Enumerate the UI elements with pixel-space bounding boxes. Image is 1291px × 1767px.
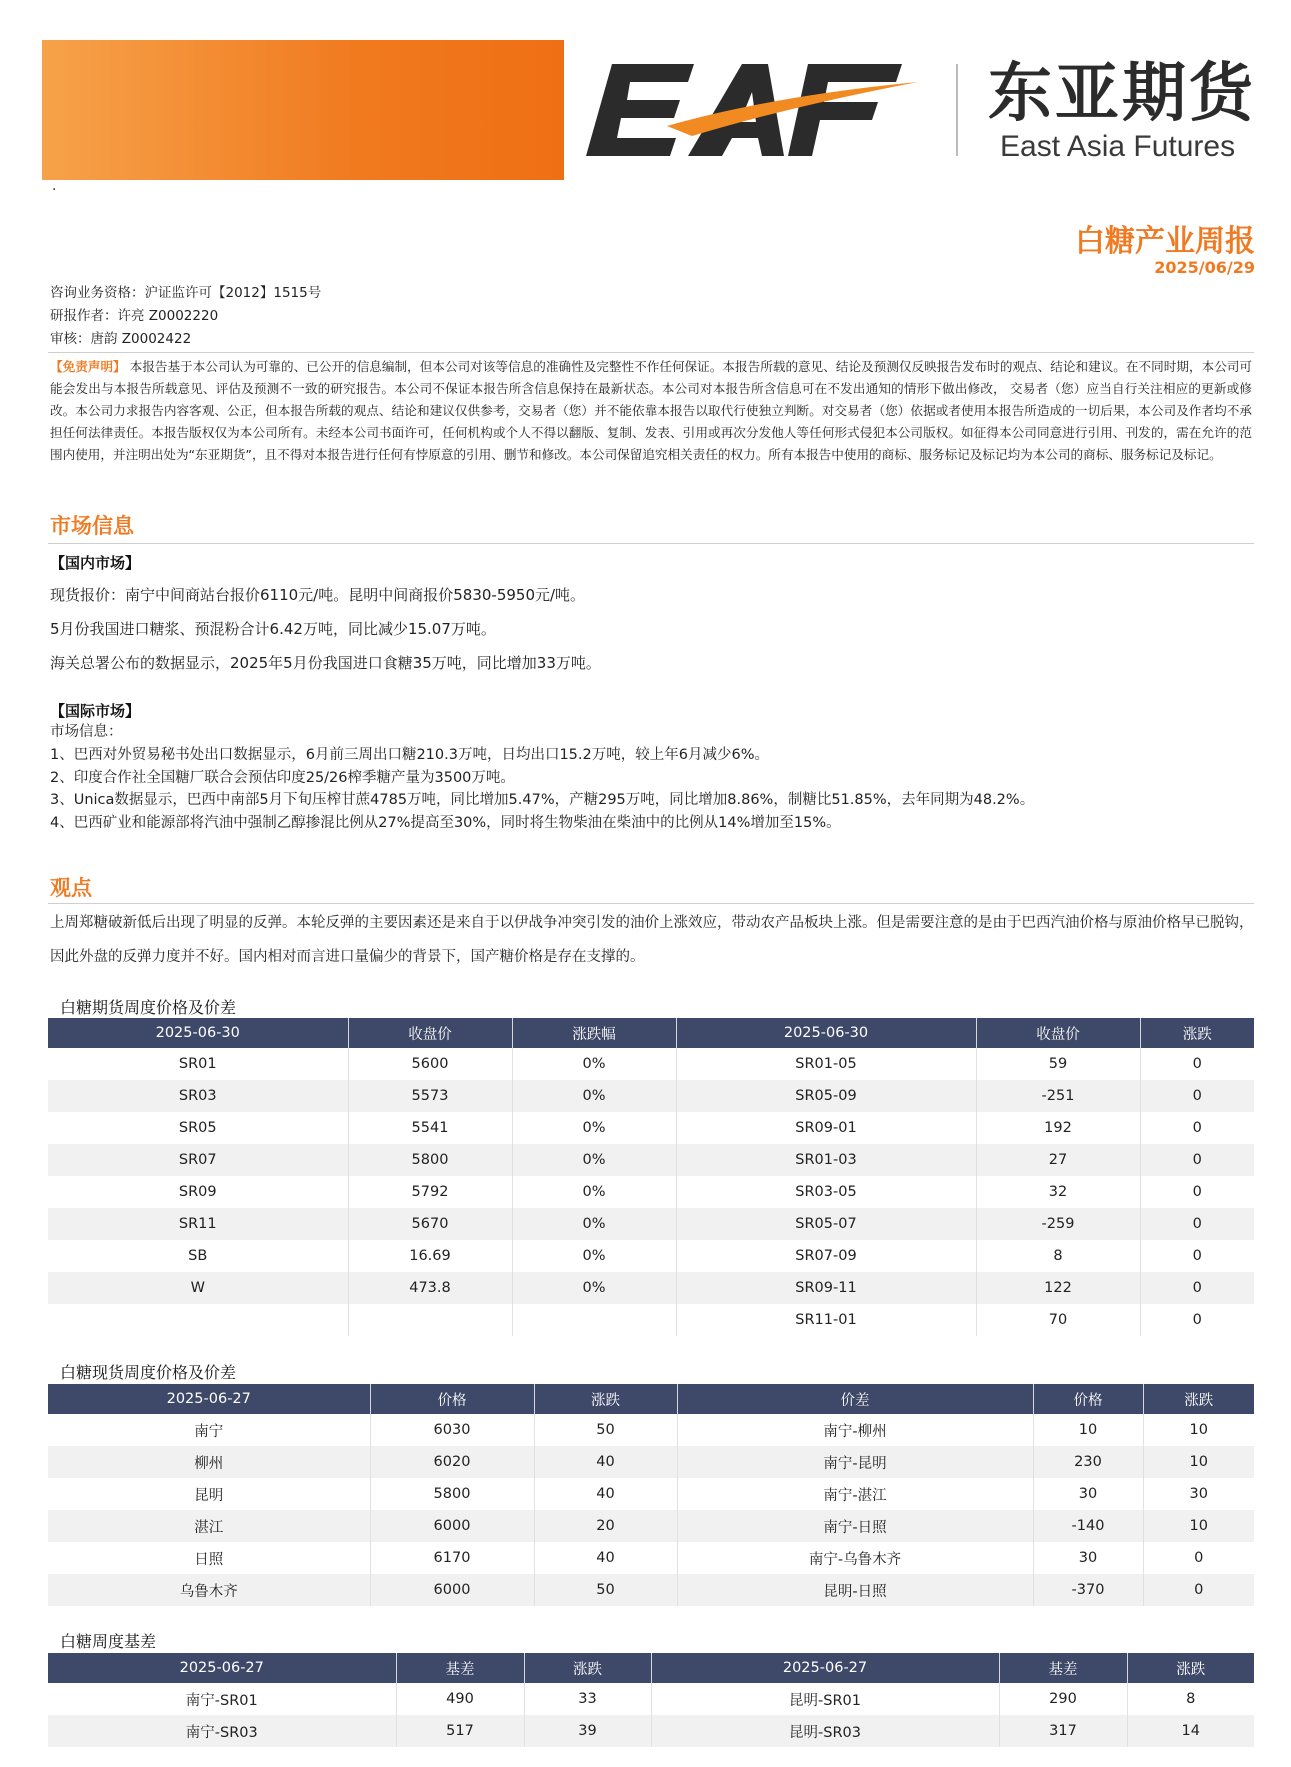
table-cell: 5573: [348, 1080, 512, 1112]
table-cell: 南宁-SR03: [48, 1715, 396, 1747]
table-cell: 517: [396, 1715, 524, 1747]
table-cell: 昆明-SR03: [651, 1715, 999, 1747]
disclaimer: [50, 356, 1252, 466]
table-cell: 0%: [512, 1176, 676, 1208]
table-cell: 0%: [512, 1144, 676, 1176]
table-cell: SR03-05: [676, 1176, 976, 1208]
report-title: 白糖产业周报: [1075, 224, 1255, 259]
table-cell: 290: [999, 1683, 1127, 1715]
table-header-row: [48, 1018, 1254, 1048]
column-header: 基差: [999, 1653, 1127, 1683]
table-cell: 南宁-日照: [677, 1510, 1033, 1542]
table-row: [48, 1112, 1254, 1144]
table-row: [48, 1144, 1254, 1176]
table-cell: 昆明-SR01: [651, 1683, 999, 1715]
table-cell: 5800: [370, 1478, 534, 1510]
disclaimer-tag: 【免责声明】: [50, 359, 126, 374]
table-cell: SR09-11: [676, 1272, 976, 1304]
table-cell: 50: [534, 1574, 677, 1606]
eaf-logo-icon: [572, 60, 922, 160]
column-header: 2025-06-27: [651, 1653, 999, 1683]
table-cell: 490: [396, 1683, 524, 1715]
table-cell: 40: [534, 1542, 677, 1574]
table-cell: 40: [534, 1478, 677, 1510]
table-cell: 南宁-SR01: [48, 1683, 396, 1715]
table-cell: 南宁-昆明: [677, 1446, 1033, 1478]
disclaimer-top-rule: [48, 352, 1254, 353]
table-cell: 30: [1033, 1478, 1143, 1510]
table-cell: 50: [534, 1414, 677, 1446]
column-header: 涨跌: [1140, 1018, 1254, 1048]
table-row: [48, 1715, 1254, 1747]
table-cell: 0: [1140, 1272, 1254, 1304]
table-cell: 122: [976, 1272, 1140, 1304]
table-cell: SR03: [48, 1080, 348, 1112]
table-cell: 16.69: [348, 1240, 512, 1272]
table-cell: 27: [976, 1144, 1140, 1176]
column-header: 价差: [677, 1384, 1033, 1414]
table-cell: 南宁-柳州: [677, 1414, 1033, 1446]
table-cell: 6030: [370, 1414, 534, 1446]
table-row: [48, 1574, 1254, 1606]
column-header: 收盘价: [348, 1018, 512, 1048]
futures-table-title: 白糖期货周度价格及价差: [60, 998, 237, 1017]
column-header: 涨跌幅: [512, 1018, 676, 1048]
table-cell: 5670: [348, 1208, 512, 1240]
logo-divider: [956, 64, 958, 156]
intl-market-heading: 【国际市场】: [50, 702, 141, 720]
column-header: 涨跌: [524, 1653, 651, 1683]
table-cell: 0: [1140, 1112, 1254, 1144]
table-cell: 0: [1140, 1208, 1254, 1240]
table-cell: SR09: [48, 1176, 348, 1208]
table-cell: SR11-01: [676, 1304, 976, 1336]
table-cell: 昆明: [48, 1478, 370, 1510]
table-cell: 6000: [370, 1574, 534, 1606]
brand-name-en: East Asia Futures: [1000, 130, 1236, 163]
column-header: 价格: [1033, 1384, 1143, 1414]
license-line: 咨询业务资格：沪证监许可【2012】1515号: [50, 285, 322, 301]
table-cell: 5600: [348, 1048, 512, 1080]
domestic-line: 海关总署公布的数据显示，2025年5月份我国进口食糖35万吨，同比增加33万吨。: [50, 654, 601, 672]
column-header: 基差: [396, 1653, 524, 1683]
view-paragraph: 上周郑糖破新低后出现了明显的反弹。本轮反弹的主要因素还是来自于以伊战争冲突引发的油价上涨效应，带动农产品板块上涨。但是需要注意的是由于巴西汽油价格与原油价格早已脱钩，因此外盘的反弹力度并不好。国内相对而言进口量偏少的背景下，国产糖价格是存在支撑的。: [50, 915, 1254, 965]
basis-table-title: 白糖周度基差: [60, 1632, 157, 1651]
section-rule-market: [48, 543, 1254, 544]
table-cell: 14: [1127, 1715, 1254, 1747]
table-header-row: [48, 1384, 1254, 1414]
intl-line: 1、巴西对外贸易秘书处出口数据显示，6月前三周出口糖210.3万吨，日均出口15.2万吨，较上年6月减少6%。: [50, 747, 769, 763]
table-row: [48, 1683, 1254, 1715]
table-cell: 0%: [512, 1080, 676, 1112]
table-cell: 10: [1143, 1414, 1254, 1446]
table-cell: 59: [976, 1048, 1140, 1080]
table-cell: -140: [1033, 1510, 1143, 1542]
table-cell: 8: [976, 1240, 1140, 1272]
column-header: 2025-06-27: [48, 1384, 370, 1414]
table-cell: SR07-09: [676, 1240, 976, 1272]
futures-table: [48, 1018, 1254, 1336]
author-line: 研报作者：许亮 Z0002220: [50, 308, 219, 324]
table-cell: W: [48, 1272, 348, 1304]
table-row: [48, 1446, 1254, 1478]
table-cell: 乌鲁木齐: [48, 1574, 370, 1606]
section-title-market: 市场信息: [50, 514, 134, 538]
table-cell: 10: [1143, 1510, 1254, 1542]
table-cell: SR07: [48, 1144, 348, 1176]
table-cell: 0: [1140, 1240, 1254, 1272]
table-cell: 0: [1140, 1176, 1254, 1208]
table-row: [48, 1510, 1254, 1542]
table-cell: [512, 1304, 676, 1336]
intl-subheading: 市场信息：: [50, 724, 123, 740]
table-cell: 0%: [512, 1112, 676, 1144]
report-date: 2025/06/29: [1154, 258, 1255, 277]
domestic-line: 现货报价：南宁中间商站台报价6110元/吨。昆明中间商报价5830-5950元/吨。: [50, 586, 586, 604]
intl-line: 3、Unica数据显示，巴西中南部5月下旬压榨甘蔗4785万吨，同比增加5.47%，产糖295万吨，同比增加8.86%，制糖比51.85%，去年同期为48.2%。: [50, 792, 1035, 808]
table-row: [48, 1080, 1254, 1112]
table-cell: 柳州: [48, 1446, 370, 1478]
table-row: [48, 1542, 1254, 1574]
table-cell: 70: [976, 1304, 1140, 1336]
table-row: [48, 1478, 1254, 1510]
table-cell: 230: [1033, 1446, 1143, 1478]
table-row: [48, 1208, 1254, 1240]
disclaimer-text: 本报告基于本公司认为可靠的、已公开的信息编制，但本公司对该等信息的准确性及完整性不作任何保证。本报告所载的意见、结论及预测仅反映报告发布时的观点、结论和建议。在不同时期，本公司可能会发出与本报告所载意见、评估及预测不一致的研究报告。本公司不保证本报告所含信息保持在最新状态。本公司对本报告所含信息可在不发出通知的情形下做出修改， 交易者（您）应当自行关注相应的更新或修改。本公司力求报告内容客观、公正，但本报告所载的观点、结论和建议仅供参考，交易者（您）并不能依靠本报告以取代行使独立判断。对交易者（您）依据或者使用本报告所造成的一切后果，本公司及作者均不承担任何法律责任。本报告版权仅为本公司所有。未经本公司书面许可，任何机构或个人不得以翻版、复制、发表、引用或再次分发他人等任何形式侵犯本公司版权。如征得本公司同意进行引用、刊发的，需在允许的范围内使用，并注明出处为“东亚期货”，且不得对本报告进行任何有悖原意的引用、删节和修改。本公司保留追究相关责任的权力。所有本报告中使用的商标、服务标记及标记均为本公司的商标、服务标记及标记。: [50, 359, 1253, 462]
table-cell: 南宁-乌鲁木齐: [677, 1542, 1033, 1574]
table-cell: 33: [524, 1683, 651, 1715]
domestic-line: 5月份我国进口糖浆、预混粉合计6.42万吨，同比减少15.07万吨。: [50, 620, 496, 638]
intl-line: 2、印度合作社全国糖厂联合会预估印度25/26榨季糖产量为3500万吨。: [50, 770, 515, 786]
table-row: [48, 1240, 1254, 1272]
table-cell: 10: [1033, 1414, 1143, 1446]
table-cell: SR09-01: [676, 1112, 976, 1144]
table-cell: SR05-07: [676, 1208, 976, 1240]
bullet-dot: ·: [52, 182, 57, 198]
table-cell: 南宁: [48, 1414, 370, 1446]
column-header: 收盘价: [976, 1018, 1140, 1048]
spot-table: [48, 1384, 1254, 1606]
table-row: [48, 1304, 1254, 1336]
brand-name-cn: 东亚期货: [988, 57, 1256, 131]
table-row: [48, 1272, 1254, 1304]
table-header-row: [48, 1653, 1254, 1683]
table-cell: 昆明-日照: [677, 1574, 1033, 1606]
table-cell: SR05: [48, 1112, 348, 1144]
section-title-view: 观点: [50, 876, 92, 900]
table-cell: SR11: [48, 1208, 348, 1240]
column-header: 价格: [370, 1384, 534, 1414]
column-header: 2025-06-30: [48, 1018, 348, 1048]
table-cell: 0: [1140, 1304, 1254, 1336]
table-cell: 6170: [370, 1542, 534, 1574]
table-cell: 0: [1140, 1080, 1254, 1112]
table-cell: 39: [524, 1715, 651, 1747]
table-cell: 32: [976, 1176, 1140, 1208]
table-cell: 30: [1143, 1478, 1254, 1510]
table-cell: 湛江: [48, 1510, 370, 1542]
spot-table-title: 白糖现货周度价格及价差: [60, 1363, 237, 1382]
table-cell: 南宁-湛江: [677, 1478, 1033, 1510]
table-cell: SR01: [48, 1048, 348, 1080]
table-cell: 0: [1143, 1542, 1254, 1574]
table-cell: 5541: [348, 1112, 512, 1144]
table-cell: 10: [1143, 1446, 1254, 1478]
header-banner: [42, 40, 564, 180]
table-cell: 473.8: [348, 1272, 512, 1304]
column-header: 涨跌: [1127, 1653, 1254, 1683]
table-cell: 317: [999, 1715, 1127, 1747]
column-header: 涨跌: [1143, 1384, 1254, 1414]
table-cell: [48, 1304, 348, 1336]
table-cell: 5800: [348, 1144, 512, 1176]
table-cell: 8: [1127, 1683, 1254, 1715]
table-cell: -259: [976, 1208, 1140, 1240]
table-cell: -370: [1033, 1574, 1143, 1606]
table-cell: 20: [534, 1510, 677, 1542]
column-header: 涨跌: [534, 1384, 677, 1414]
table-cell: 0%: [512, 1272, 676, 1304]
table-cell: -251: [976, 1080, 1140, 1112]
table-cell: 30: [1033, 1542, 1143, 1574]
basis-table: [48, 1653, 1254, 1747]
domestic-market-heading: 【国内市场】: [50, 554, 141, 572]
table-cell: SR01-03: [676, 1144, 976, 1176]
table-row: [48, 1414, 1254, 1446]
table-cell: SR01-05: [676, 1048, 976, 1080]
table-cell: [348, 1304, 512, 1336]
table-row: [48, 1048, 1254, 1080]
table-cell: 0%: [512, 1208, 676, 1240]
column-header: 2025-06-30: [676, 1018, 976, 1048]
table-cell: 40: [534, 1446, 677, 1478]
table-cell: 0: [1140, 1144, 1254, 1176]
table-cell: 6020: [370, 1446, 534, 1478]
table-cell: 192: [976, 1112, 1140, 1144]
reviewer-line: 审核：唐韵 Z0002422: [50, 331, 192, 347]
section-rule-view: [48, 903, 1254, 904]
table-cell: 6000: [370, 1510, 534, 1542]
table-row: [48, 1176, 1254, 1208]
table-cell: SB: [48, 1240, 348, 1272]
table-cell: 5792: [348, 1176, 512, 1208]
table-cell: 0: [1140, 1048, 1254, 1080]
column-header: 2025-06-27: [48, 1653, 396, 1683]
table-cell: SR05-09: [676, 1080, 976, 1112]
table-cell: 0%: [512, 1240, 676, 1272]
table-cell: 日照: [48, 1542, 370, 1574]
intl-line: 4、巴西矿业和能源部将汽油中强制乙醇掺混比例从27%提高至30%，同时将生物柴油在柴油中的比例从14%增加至15%。: [50, 815, 841, 831]
table-cell: 0%: [512, 1048, 676, 1080]
table-cell: 0: [1143, 1574, 1254, 1606]
